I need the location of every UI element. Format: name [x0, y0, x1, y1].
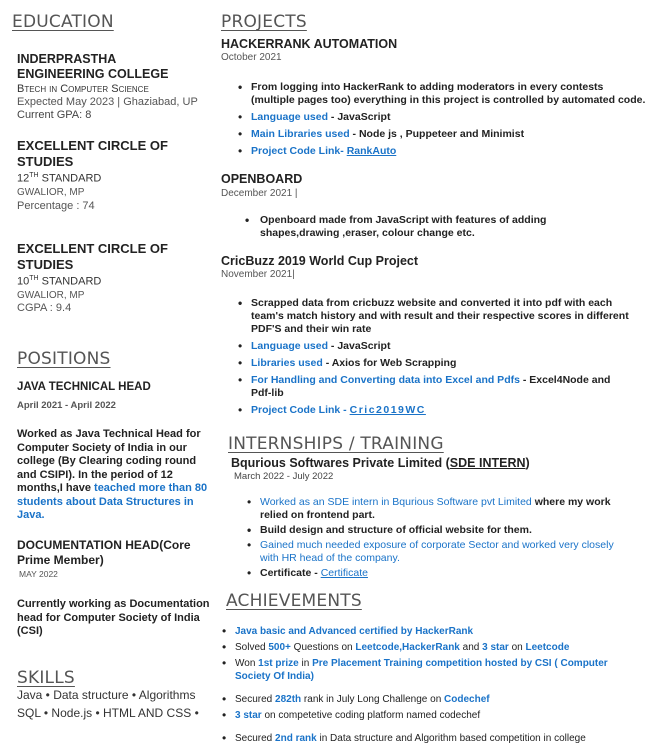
internships-heading: INTERNSHIPS / TRAINING — [228, 434, 444, 454]
cricbuzz-libraries: • Libraries used - Axios for Web Scrapping — [236, 357, 631, 370]
java-head-description: Worked as Java Technical Head for Computer Society of India in our college (By Clearing coding round and CSIPI). In the period of 12 months,I have teached more than 80 students about Data Structures in Java. — [17, 428, 208, 521]
java-head-title: JAVA TECHNICAL HEAD — [17, 381, 151, 393]
achievement-1: • Java basic and Advanced certified by HackerRank — [220, 625, 640, 638]
internship-b4: • Certificate - Certificate — [245, 567, 635, 580]
hackerrank-libraries: • Main Libraries used - Node js , Puppeteer and Minimist — [236, 128, 646, 141]
hackerrank-date: October 2021 — [221, 52, 282, 63]
college-expected: Expected May 2023 | Ghaziabad, UP — [17, 96, 198, 108]
skills-heading: SKILLS — [17, 668, 75, 688]
projects-heading: PROJECTS — [221, 12, 307, 32]
openboard-title: OPENBOARD — [221, 172, 303, 186]
cricbuzz-language: • Language used - JavaScript — [236, 340, 631, 353]
rankauto-link[interactable]: RankAuto — [346, 145, 397, 157]
school10-place: GWALIOR, MP — [17, 290, 85, 301]
school12-standard: 12TH STANDARD — [17, 172, 102, 185]
cric2019wc-link[interactable]: Cric2019WC — [349, 404, 426, 416]
certificate-link[interactable]: Certificate — [320, 567, 368, 579]
cricbuzz-date: November 2021| — [221, 269, 295, 280]
college-degree: Btech in Computer Science — [17, 83, 149, 95]
skills-line-2: SQL • Node.js • HTML AND CSS • — [17, 706, 199, 720]
cricbuzz-desc: • Scrapped data from cricbuzz website and converted it into pdf with each team's match history and with result and their respective scores in different PDF'S and their win rate — [236, 297, 631, 336]
internship-dates: March 2022 - July 2022 — [234, 471, 334, 482]
school10-standard: 10TH STANDARD — [17, 275, 102, 288]
hackerrank-desc: • From logging into HackerRank to adding moderators in every contests (multiple pages too) everything in this project is controlled by automated code. — [236, 81, 646, 107]
education-heading: EDUCATION — [12, 12, 114, 32]
internship-role: SDE INTERN — [449, 456, 526, 470]
documentation-head-dates: MAY 2022 — [19, 569, 58, 579]
cricbuzz-handling: • For Handling and Converting data into Excel and Pdfs - Excel4Node and Pdf-lib — [236, 374, 611, 400]
achievement-3: • Won 1st prize in Pre Placement Training competition hosted by CSI ( Computer Society Of India) — [220, 657, 640, 683]
school10-name: EXCELLENT CIRCLE OF STUDIES — [17, 241, 168, 272]
achievements-heading: ACHIEVEMENTS — [226, 591, 362, 611]
internship-company: Bqurious Softwares Private Limited (SDE INTERN) — [231, 456, 530, 470]
school12-place: GWALIOR, MP — [17, 187, 85, 198]
achievement-4: • Secured 282th rank in July Long Challenge on Codechef — [220, 693, 640, 706]
documentation-head-title: DOCUMENTATION HEAD(Core Prime Member) — [17, 538, 191, 567]
achievement-6: • Secured 2nd rank in Data structure and Algorithm based competition in college — [220, 732, 640, 745]
internship-b2: • Build design and structure of official website for them. — [245, 524, 635, 537]
hackerrank-code-link: • Project Code Link- RankAuto — [236, 145, 646, 158]
internship-b3: • Gained much needed exposure of corporate Sector and worked very closely with HR head of the company. — [245, 539, 635, 565]
school10-score: CGPA : 9.4 — [17, 302, 72, 314]
achievement-2: • Solved 500+ Questions on Leetcode,HackerRank and 3 star on Leetcode — [220, 641, 640, 654]
openboard-bullets — [243, 214, 603, 240]
openboard-desc: • Openboard made from JavaScript with features of adding shapes,drawing ,eraser, colour change etc. — [243, 214, 603, 240]
java-head-dates: April 2021 - April 2022 — [17, 400, 116, 411]
hackerrank-bullets — [236, 81, 646, 158]
college-gpa: Current GPA: 8 — [17, 109, 92, 121]
internship-bullets — [245, 496, 635, 580]
school12-score: Percentage : 74 — [17, 200, 95, 212]
openboard-date: December 2021 | — [221, 188, 298, 199]
hackerrank-language: • Language used - JavaScript — [236, 111, 646, 124]
college-name: INDERPRASTHA ENGINEERING COLLEGE — [17, 52, 169, 81]
cricbuzz-bullets — [236, 297, 631, 417]
school12-name: EXCELLENT CIRCLE OF STUDIES — [17, 138, 168, 169]
skills-line-1: Java • Data structure • Algorithms — [17, 688, 196, 702]
hackerrank-title: HACKERRANK AUTOMATION — [221, 37, 398, 51]
documentation-head-description: Currently working as Documentation head for Computer Society of India (CSI) — [17, 598, 210, 637]
cricbuzz-title: CricBuzz 2019 World Cup Project — [221, 254, 419, 268]
internship-b1: • Worked as an SDE intern in Bqurious Software pvt Limited where my work relied on frontend part. — [245, 496, 635, 522]
achievement-5: • 3 star on competetive coding platform named codechef — [220, 709, 640, 722]
cricbuzz-code-link: • Project Code Link - Cric2019WC — [236, 404, 631, 417]
positions-heading: POSITIONS — [17, 349, 111, 369]
achievements-list — [220, 625, 640, 745]
